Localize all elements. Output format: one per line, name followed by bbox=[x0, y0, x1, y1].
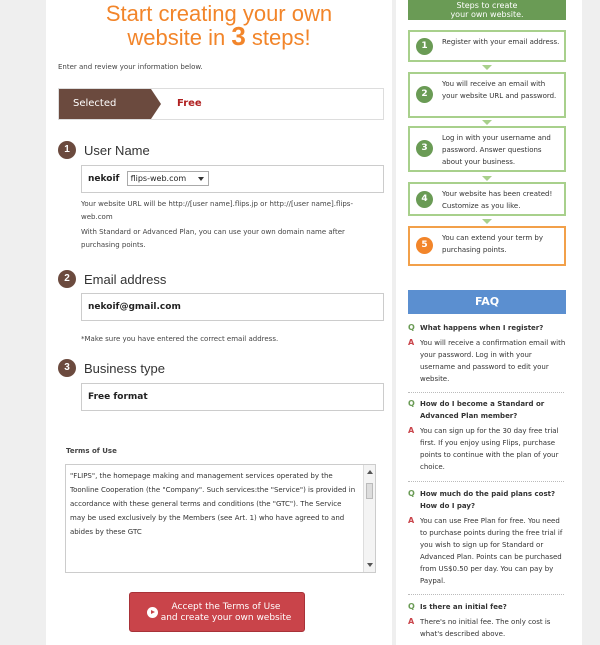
step-card-2 bbox=[408, 72, 566, 118]
faq-item bbox=[408, 322, 568, 385]
username-field[interactable] bbox=[81, 165, 384, 193]
selected-plan-bar bbox=[58, 88, 384, 120]
scroll-thumb[interactable] bbox=[366, 483, 373, 499]
step-badge-2: 2 bbox=[416, 86, 433, 103]
faq-answer: A You can use Free Plan for free. You need to purchase points during the free trial if you wish to sign up for Standard or Advanced Plan. Points can be purchased from US$0.50 per day. You can pay by Paypal. bbox=[408, 515, 568, 587]
faq-answer: A There's no initial fee. The only cost is what's described above. bbox=[408, 616, 568, 640]
terms-scrollbar[interactable] bbox=[363, 465, 375, 572]
arrow-down-icon bbox=[482, 120, 492, 125]
username-note-plan: With Standard or Advanced Plan, you can use your own domain name after purchasing points. bbox=[81, 228, 345, 249]
selected-label: Selected bbox=[59, 89, 151, 119]
faq-question: Q How much do the paid plans cost? How do I pay? bbox=[408, 488, 568, 512]
faq-item bbox=[408, 488, 568, 587]
step-card-5 bbox=[408, 226, 566, 266]
business-section-title bbox=[58, 359, 165, 377]
faq-item bbox=[408, 398, 568, 473]
sidebar bbox=[396, 0, 582, 645]
business-title: Business type bbox=[84, 360, 165, 376]
terms-textarea[interactable] bbox=[65, 464, 376, 573]
business-value: Free format bbox=[88, 392, 148, 402]
intro-text: Enter and review your information below. bbox=[58, 63, 203, 71]
step-text-1: Register with your email address. bbox=[442, 38, 560, 46]
domain-value: flips-web.com bbox=[130, 174, 187, 183]
chevron-down-icon bbox=[198, 177, 204, 181]
headline-pre: website in bbox=[127, 25, 226, 50]
accept-terms-button[interactable] bbox=[129, 592, 305, 632]
accept-line2: and create your own website bbox=[160, 613, 292, 623]
faq-answer: A You can sign up for the 30 day free trial first. If you enjoy using Flips, purchase points to continue with the plan of your choice. bbox=[408, 425, 568, 473]
email-field[interactable] bbox=[81, 293, 384, 321]
faq-divider bbox=[408, 481, 564, 482]
business-field[interactable] bbox=[81, 383, 384, 411]
step-number-3: 3 bbox=[58, 359, 76, 377]
scroll-down-icon[interactable] bbox=[367, 563, 373, 567]
username-value: nekoif bbox=[88, 174, 120, 184]
email-section-title bbox=[58, 270, 166, 288]
headline-number: 3 bbox=[231, 21, 246, 51]
step-card-3 bbox=[408, 126, 566, 172]
step-card-1 bbox=[408, 30, 566, 62]
faq-divider bbox=[408, 594, 564, 595]
arrow-down-icon bbox=[482, 65, 492, 70]
headline-post: steps! bbox=[251, 25, 311, 50]
email-value: nekoif@gmail.com bbox=[88, 302, 181, 312]
username-section-title bbox=[58, 141, 150, 159]
email-note: *Make sure you have entered the correct email address. bbox=[81, 335, 279, 343]
email-title: Email address bbox=[84, 271, 167, 287]
step-badge-3: 3 bbox=[416, 140, 433, 157]
page-headline bbox=[46, 2, 392, 49]
terms-title: Terms of Use bbox=[66, 447, 117, 455]
step-text-3: Log in with your username and password. Answer questions about your business. bbox=[442, 134, 551, 166]
username-title: User Name bbox=[84, 142, 150, 158]
headline-line2 bbox=[46, 21, 392, 51]
terms-text: "FLIPS", the homepage making and management services operated by the Toonline Cooperation (the "Company". Such services:the "Service") is provided in accordance with these general terms and conditions (the "GTC"). The Service may be used exclusively by the Members (see Art. 1) who have agreed to and abides by these GTC bbox=[70, 472, 356, 536]
arrow-down-icon bbox=[482, 219, 492, 224]
step-badge-1: 1 bbox=[416, 38, 433, 55]
headline-line1: Start creating your own bbox=[105, 1, 333, 26]
faq-question: Q What happens when I register? bbox=[408, 322, 568, 334]
step-text-4: Your website has been created! Customize as you like. bbox=[442, 190, 553, 210]
main-panel bbox=[46, 0, 392, 645]
username-note-url: Your website URL will be http://[user name].flips.jp or http://[user name].flips-web.com bbox=[81, 200, 353, 221]
selected-arrow bbox=[151, 89, 161, 119]
step-badge-4: 4 bbox=[416, 191, 433, 208]
faq-divider bbox=[408, 392, 564, 393]
selected-plan-value: Free bbox=[177, 98, 202, 109]
accept-line1: Accept the Terms of Use bbox=[171, 602, 281, 612]
faq-question: Q Is there an initial fee? bbox=[408, 601, 568, 613]
faq-answer: A You will receive a confirmation email with your password. Log in with your username and password to edit your website. bbox=[408, 337, 568, 385]
steps-title-2: your own website. bbox=[450, 10, 524, 19]
step-number-1: 1 bbox=[58, 141, 76, 159]
step-number-2: 2 bbox=[58, 270, 76, 288]
step-card-4 bbox=[408, 182, 566, 216]
steps-title-1: Steps to create bbox=[456, 1, 518, 10]
domain-select[interactable] bbox=[127, 171, 209, 186]
faq-item bbox=[408, 601, 568, 640]
arrow-down-icon bbox=[482, 176, 492, 181]
step-text-2: You will receive an email with your website URL and password. bbox=[442, 80, 557, 100]
steps-header bbox=[408, 0, 566, 20]
step-text-5: You can extend your term by purchasing points. bbox=[442, 234, 543, 254]
faq-header: FAQ bbox=[408, 290, 566, 314]
scroll-up-icon[interactable] bbox=[367, 470, 373, 474]
play-icon bbox=[147, 607, 158, 618]
step-badge-5: 5 bbox=[416, 237, 433, 254]
faq-question: Q How do I become a Standard or Advanced Plan member? bbox=[408, 398, 568, 422]
